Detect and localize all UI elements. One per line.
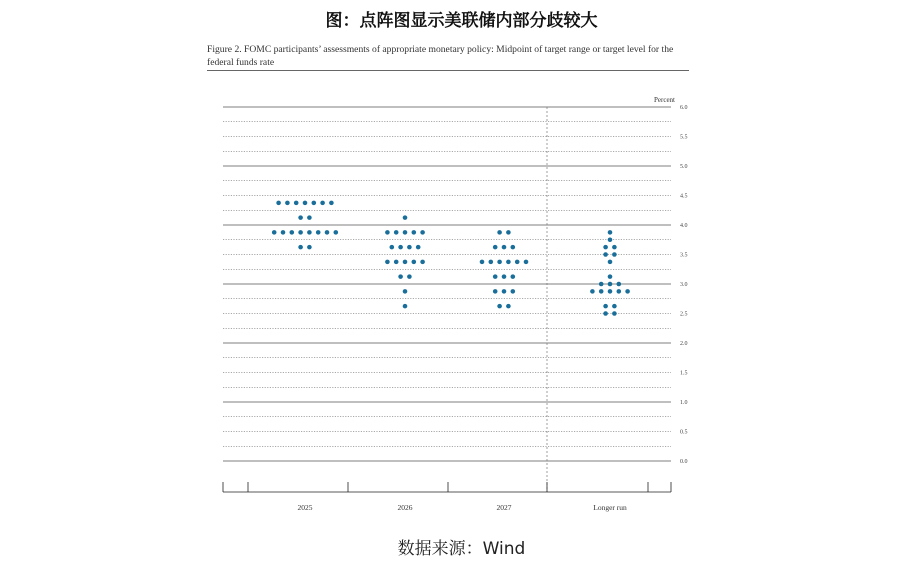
participant-dot xyxy=(403,260,408,265)
participant-dot xyxy=(502,245,507,250)
participant-dot xyxy=(272,230,277,235)
participant-dot xyxy=(608,230,613,235)
page-title: 图：点阵图显示美联储内部分歧较大 xyxy=(325,11,598,31)
participant-dot xyxy=(511,245,516,250)
participant-dot xyxy=(312,201,317,206)
participant-dot xyxy=(298,245,303,250)
y-tick-label: 3.5 xyxy=(680,252,688,259)
source-note: 数据来源：Wind xyxy=(397,539,526,559)
figure-caption: Figure 2. FOMC participants’ assessments of appropriate monetary policy: Midpoint of target range or target level for the federal funds rate xyxy=(207,44,674,68)
participant-dot xyxy=(497,304,502,309)
participant-dot xyxy=(403,304,408,309)
y-tick-label: 2.0 xyxy=(680,341,688,347)
participant-dot xyxy=(612,245,617,250)
y-tick-label: 5.0 xyxy=(680,164,688,170)
participant-dot xyxy=(325,230,330,235)
y-tick-label: 4.0 xyxy=(680,223,688,229)
participant-dot xyxy=(281,230,286,235)
participant-dot xyxy=(493,274,498,279)
participant-dot xyxy=(298,215,303,220)
y-tick-label: 0.0 xyxy=(680,459,688,465)
participant-dot xyxy=(407,245,412,250)
y-tick-label: 0.5 xyxy=(680,429,688,436)
participant-dot xyxy=(316,230,321,235)
participant-dot xyxy=(385,230,390,235)
participant-dot xyxy=(617,289,622,294)
x-category-label: 2027 xyxy=(496,503,512,512)
participant-dot xyxy=(394,230,399,235)
participant-dot xyxy=(497,230,502,235)
participant-dot xyxy=(394,260,399,265)
participant-dot xyxy=(294,201,299,206)
y-tick-label: 5.5 xyxy=(680,134,688,141)
participant-dot xyxy=(285,201,290,206)
participant-dot xyxy=(497,260,502,265)
participant-dot xyxy=(603,252,608,257)
y-tick-label: 6.0 xyxy=(680,105,688,111)
participant-dot xyxy=(403,215,408,220)
participant-dot xyxy=(420,260,425,265)
x-category-label: 2025 xyxy=(297,503,313,512)
participant-dot xyxy=(612,311,617,316)
participant-dot xyxy=(612,304,617,309)
participant-dot xyxy=(489,260,494,265)
participant-dot xyxy=(608,289,613,294)
participant-dot xyxy=(398,245,403,250)
participant-dot xyxy=(608,282,613,287)
participant-dot xyxy=(511,289,516,294)
x-category-label: 2026 xyxy=(397,503,413,512)
y-tick-label: 1.5 xyxy=(680,370,688,377)
participant-dot xyxy=(599,289,604,294)
participant-dot xyxy=(603,245,608,250)
participant-dot xyxy=(290,230,295,235)
participant-dot xyxy=(307,215,312,220)
participant-dot xyxy=(515,260,520,265)
y-axis-label: Percent xyxy=(654,96,675,104)
grid-layer xyxy=(223,107,671,461)
participant-dot xyxy=(412,260,417,265)
participant-dot xyxy=(334,230,339,235)
participant-dot xyxy=(506,260,511,265)
participant-dot xyxy=(407,274,412,279)
participant-dot xyxy=(412,230,417,235)
participant-dot xyxy=(298,230,303,235)
participant-dot xyxy=(303,201,308,206)
category-labels xyxy=(298,503,628,512)
participant-dot xyxy=(608,274,613,279)
y-tick-labels xyxy=(680,105,688,465)
y-tick-label: 2.5 xyxy=(680,311,688,318)
participant-dot xyxy=(511,274,516,279)
participant-dot xyxy=(590,289,595,294)
participant-dot xyxy=(329,201,334,206)
participant-dot xyxy=(617,282,622,287)
participant-dot xyxy=(603,304,608,309)
y-tick-label: 4.5 xyxy=(680,193,688,200)
y-tick-label: 1.0 xyxy=(680,400,688,406)
y-tick-label: 3.0 xyxy=(680,282,688,288)
x-axis xyxy=(223,107,671,492)
participant-dot xyxy=(403,230,408,235)
participant-dot xyxy=(603,311,608,316)
participant-dot xyxy=(493,289,498,294)
participant-dot xyxy=(506,304,511,309)
participant-dot xyxy=(320,201,325,206)
participant-dot xyxy=(385,260,390,265)
participant-dot xyxy=(524,260,529,265)
participant-dot xyxy=(403,289,408,294)
participant-dot xyxy=(416,245,421,250)
participant-dot xyxy=(502,289,507,294)
participant-dot xyxy=(276,201,281,206)
participant-dot xyxy=(625,289,630,294)
participant-dot xyxy=(493,245,498,250)
x-category-label: Longer run xyxy=(593,503,627,512)
participant-dot xyxy=(390,245,395,250)
participant-dot xyxy=(398,274,403,279)
participant-dot xyxy=(420,230,425,235)
participant-dot xyxy=(307,230,312,235)
participant-dot xyxy=(599,282,604,287)
participant-dot xyxy=(608,237,613,242)
participant-dot xyxy=(502,274,507,279)
participant-dot xyxy=(612,252,617,257)
participant-dot xyxy=(307,245,312,250)
participant-dot xyxy=(506,230,511,235)
participant-dot xyxy=(608,260,613,265)
participant-dot xyxy=(480,260,485,265)
